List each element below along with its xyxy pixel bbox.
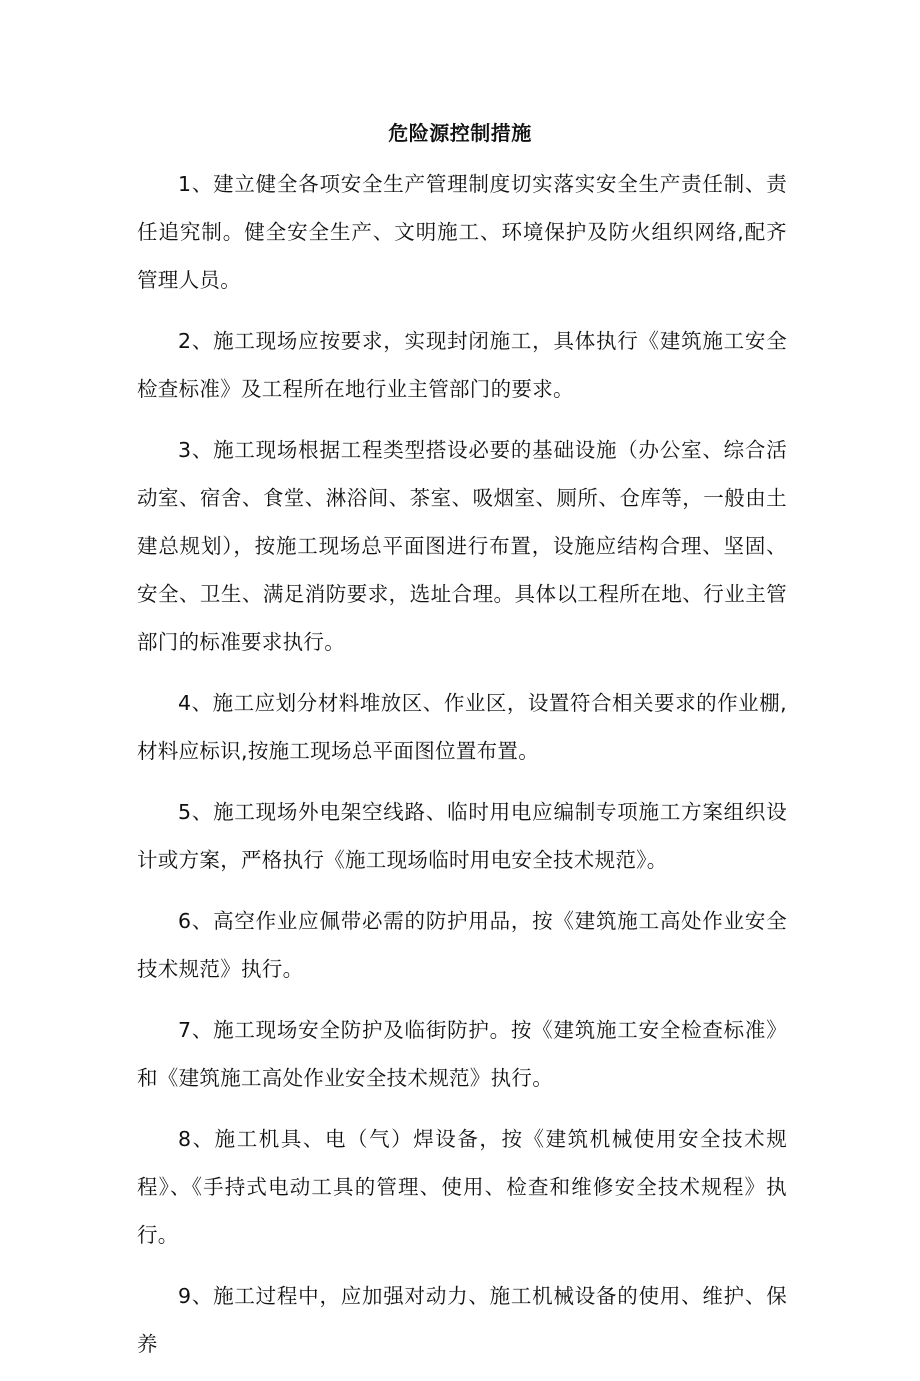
paragraph-2: 2、施工现场应按要求，实现封闭施工，具体执行《建筑施工安全检查标准》及工程所在地行业主管部门的要求。 <box>137 329 787 401</box>
paragraph-9: 9、施工过程中，应加强对动力、施工机械设备的使用、维护、保养 <box>137 1284 787 1356</box>
paragraph-4: 4、施工应划分材料堆放区、作业区，设置符合相关要求的作业棚,材料应标识,按施工现场总平面图位置布置。 <box>137 691 787 763</box>
document-body <box>137 160 787 1381</box>
paragraph-1: 1、建立健全各项安全生产管理制度切实落实安全生产责任制、责任追究制。健全安全生产、文明施工、环境保护及防火组织网络,配齐管理人员。 <box>137 172 787 292</box>
document-title: 危险源控制措施 <box>388 121 532 145</box>
paragraph-6: 6、高空作业应佩带必需的防护用品，按《建筑施工高处作业安全技术规范》执行。 <box>137 909 787 981</box>
paragraph-8: 8、施工机具、电（气）焊设备，按《建筑机械使用安全技术规程》、《手持式电动工具的管理、使用、检查和维修安全技术规程》执行。 <box>137 1127 787 1247</box>
paragraph-5: 5、施工现场外电架空线路、临时用电应编制专项施工方案组织设计或方案，严格执行《施工现场临时用电安全技术规范》。 <box>137 800 787 872</box>
paragraph-3: 3、施工现场根据工程类型搭设必要的基础设施（办公室、综合活动室、宿舍、食堂、淋浴间、茶室、吸烟室、厕所、仓库等，一般由土建总规划），按施工现场总平面图进行布置，设施应结构合理、坚固、安全、卫生、满足消防要求，选址合理。具体以工程所在地、行业主管部门的标准要求执行。 <box>137 438 787 654</box>
paragraph-7: 7、施工现场安全防护及临街防护。按《建筑施工安全检查标准》和《建筑施工高处作业安全技术规范》执行。 <box>137 1018 787 1090</box>
